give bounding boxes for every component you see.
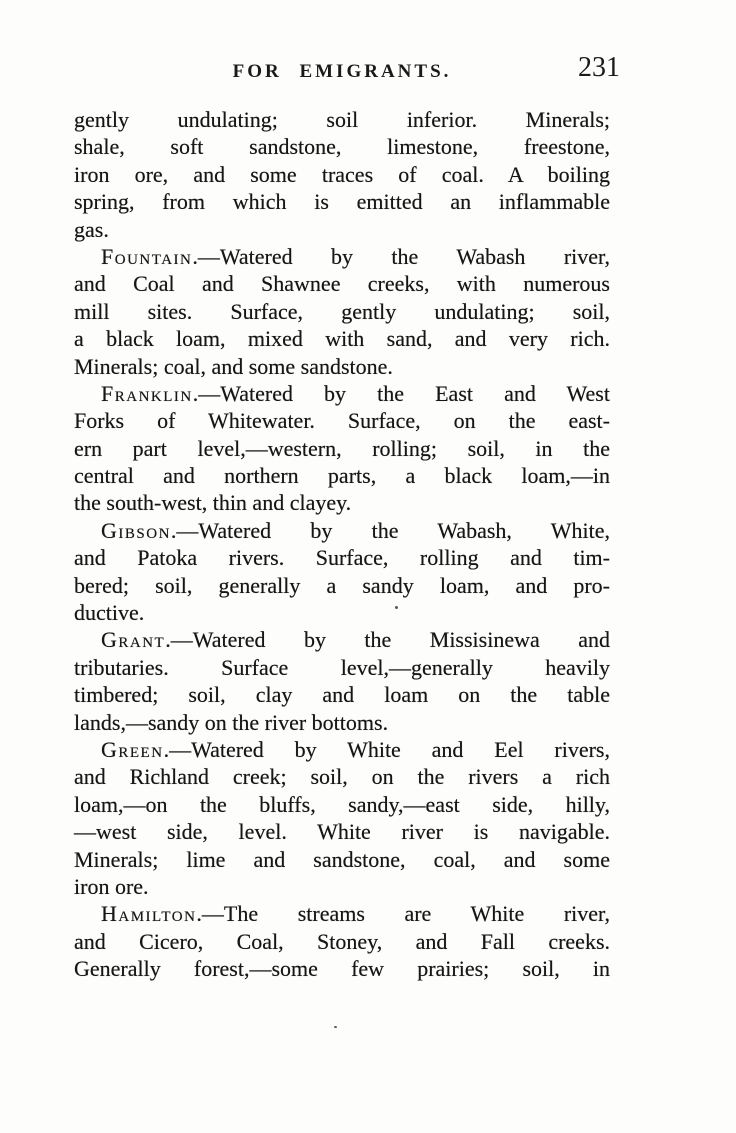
paragraph xyxy=(74,517,610,627)
page-number: 231 xyxy=(578,52,620,83)
county-name: Green xyxy=(101,736,164,762)
text-line: iron ore. xyxy=(74,873,149,899)
text-line: tributaries. Surface level,—generally heavily xyxy=(74,654,610,680)
text-line: Hamilton.—The streams are White river, xyxy=(101,901,610,927)
text-line: mill sites. Surface, gently undulating; soil, xyxy=(74,298,610,324)
text-line: Green.—Watered by White and Eel rivers, xyxy=(101,736,610,762)
text-line: central and northern parts, a black loam,—in xyxy=(74,463,610,489)
text-line: spring, from which is emitted an inflammable xyxy=(74,189,610,215)
text-line: a black loam, mixed with sand, and very rich. xyxy=(74,326,610,352)
county-name: Gibson xyxy=(101,517,171,543)
text-line: bered; soil, generally a sandy loam, and pro- xyxy=(74,572,610,598)
paragraph xyxy=(74,380,610,517)
county-name: Fountain xyxy=(101,243,193,269)
running-title: FOR EMIGRANTS. xyxy=(232,61,452,82)
text-line: loam,—on the bluffs, sandy,—east side, hilly, xyxy=(74,791,610,817)
text-line: and Richland creek; soil, on the rivers a rich xyxy=(74,764,610,790)
county-name: Hamilton xyxy=(101,901,197,927)
text-line: shale, soft sandstone, limestone, freestone, xyxy=(74,134,610,160)
text-line: and Cicero, Coal, Stoney, and Fall creeks. xyxy=(74,928,610,954)
text-line: Minerals; lime and sandstone, coal, and some xyxy=(74,846,610,872)
scan-speck xyxy=(395,606,398,609)
text-line: Franklin.—Watered by the East and West xyxy=(101,380,610,406)
text-line: Generally forest,—some few prairies; soil, in xyxy=(74,956,610,982)
text-line: Grant.—Watered by the Missisinewa and xyxy=(101,627,610,653)
text-line: iron ore, and some traces of coal. A boiling xyxy=(74,161,610,187)
paragraph xyxy=(74,243,610,380)
paragraph xyxy=(74,736,610,900)
county-name: Grant xyxy=(101,627,166,653)
text-line: and Patoka rivers. Surface, rolling and tim- xyxy=(74,545,610,571)
text-line: and Coal and Shawnee creeks, with numerous xyxy=(74,271,610,297)
text-line: Gibson.—Watered by the Wabash, White, xyxy=(101,517,610,543)
county-name: Franklin xyxy=(101,380,193,406)
text-line: gas. xyxy=(74,216,109,242)
text-line: ductive. xyxy=(74,600,145,626)
text-line: lands,—sandy on the river bottoms. xyxy=(74,709,389,735)
text-line: Fountain.—Watered by the Wabash river, xyxy=(101,243,610,269)
text-line: —west side, level. White river is navigable. xyxy=(74,819,610,845)
text-line: gently undulating; soil inferior. Minerals; xyxy=(74,107,610,132)
paragraph xyxy=(74,626,610,736)
text-line: Forks of Whitewater. Surface, on the east- xyxy=(74,408,610,434)
text-line: Minerals; coal, and some sandstone. xyxy=(74,353,393,379)
page-body xyxy=(74,106,610,983)
scan-speck xyxy=(334,1026,337,1028)
text-line: timbered; soil, clay and loam on the table xyxy=(74,682,610,708)
text-line: the south-west, thin and clayey. xyxy=(74,490,352,516)
paragraph xyxy=(74,106,610,243)
paragraph xyxy=(74,900,610,982)
text-line: ern part level,—western, rolling; soil, in the xyxy=(74,435,610,461)
